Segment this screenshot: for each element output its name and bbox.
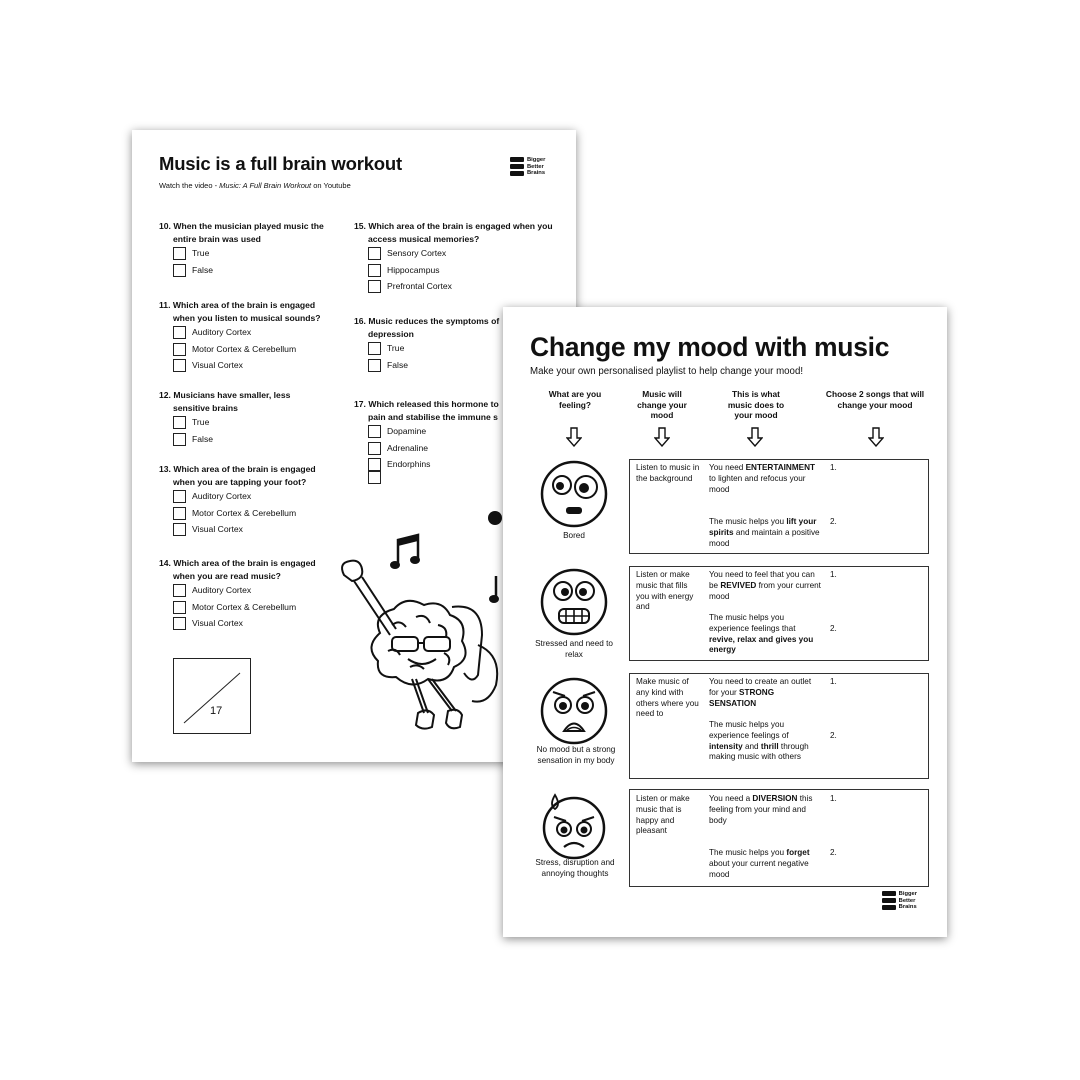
song-slot-2[interactable]: 2. <box>830 731 837 740</box>
option[interactable]: False <box>173 431 329 448</box>
question-13: 13. Which area of the brain is engaged when you are tapping your foot? Auditory Cortex Motor Cortex & Cerebellum Visual Cortex <box>159 463 329 538</box>
checkbox[interactable] <box>368 359 381 372</box>
checkbox[interactable] <box>173 617 186 630</box>
bigger-better-brains-logo: Bigger Better Brains <box>510 157 545 177</box>
checkbox[interactable] <box>173 359 186 372</box>
feeling-label: Stress, disruption and annoying thoughts <box>535 858 615 878</box>
song-slot-1[interactable]: 1. <box>830 463 837 472</box>
checkbox[interactable] <box>173 247 186 260</box>
option[interactable]: True <box>173 245 329 262</box>
worksheet-subtitle: Watch the video - Music: A Full Brain Workout on Youtube <box>159 181 351 190</box>
music-need: You need to create an outlet for your STRONG SENSATION <box>709 677 812 708</box>
option[interactable]: Auditory Cortex <box>173 582 329 599</box>
music-activity: Listen or make music that is happy and pleasant <box>636 794 690 836</box>
option[interactable]: True <box>368 340 504 357</box>
music-need: You need to feel that you can be REVIVED from your current mood <box>709 570 821 601</box>
option[interactable]: Motor Cortex & Cerebellum <box>173 599 329 616</box>
feeling-label: No mood but a strong sensation in my body <box>536 745 616 765</box>
down-arrow-icon <box>654 427 670 447</box>
question-15: 15. Which area of the brain is engaged when you access musical memories? Sensory Cortex Hippocampus Prefrontal Cortex <box>354 220 554 295</box>
feeling-label: Bored <box>563 531 585 540</box>
option[interactable]: Prefrontal Cortex <box>368 278 554 295</box>
question-10: 10. When the musician played music the entire brain was used True False <box>159 220 329 278</box>
down-arrow-icon <box>868 427 884 447</box>
checkbox[interactable] <box>173 433 186 446</box>
checkbox[interactable] <box>173 326 186 339</box>
bored-face-icon <box>539 459 609 529</box>
music-helps: The music helps you experience feelings of intensity and thrill through making music with others <box>709 720 809 762</box>
option[interactable]: Visual Cortex <box>173 615 329 632</box>
option[interactable]: Motor Cortex & Cerebellum <box>173 505 329 522</box>
checkbox[interactable] <box>173 523 186 536</box>
music-need: You need a DIVERSION this feeling from your mind and body <box>709 794 813 825</box>
checkbox[interactable] <box>368 247 381 260</box>
anxious-face-icon <box>539 676 609 746</box>
song-slot-1[interactable]: 1. <box>830 570 837 579</box>
question-17: 17. Which released this hormone to pain and stabilise the immune s Dopamine Adrenaline Endorphins <box>354 398 504 473</box>
worksheet-title: Music is a full brain workout <box>159 153 402 174</box>
checkbox[interactable] <box>368 442 381 455</box>
checkbox[interactable] <box>173 343 186 356</box>
bigger-better-brains-logo: Bigger Better Brains <box>882 891 917 911</box>
checkbox[interactable] <box>173 264 186 277</box>
worksheet-change-my-mood <box>503 307 947 937</box>
checkbox[interactable] <box>368 471 381 484</box>
option[interactable]: Endorphins <box>368 456 504 473</box>
option[interactable]: Sensory Cortex <box>368 245 554 262</box>
logo-mark-icon <box>882 891 896 911</box>
checkbox[interactable] <box>173 416 186 429</box>
song-slot-1[interactable]: 1. <box>830 677 837 686</box>
grimacing-face-icon <box>539 567 609 637</box>
column-header-music-change: Music will change your mood <box>637 389 687 421</box>
music-activity: Listen to music in the background <box>636 463 700 483</box>
option[interactable]: Adrenaline <box>368 440 504 457</box>
option[interactable]: Visual Cortex <box>173 357 329 374</box>
score-box <box>173 658 251 734</box>
music-activity: Listen or make music that fills you with energy and <box>636 570 694 612</box>
option[interactable]: Visual Cortex <box>173 521 329 538</box>
option[interactable]: True <box>173 414 329 431</box>
score-total: 17 <box>210 705 223 717</box>
column-header-feeling: What are you feeling? <box>548 389 602 410</box>
checkbox[interactable] <box>368 280 381 293</box>
logo-mark-icon <box>510 157 524 177</box>
question-11: 11. Which area of the brain is engaged when you listen to musical sounds? Auditory Cortex Motor Cortex & Cerebellum Visual Cortex <box>159 299 329 374</box>
worksheet-title: Change my mood with music <box>530 332 890 362</box>
column-header-music-does: This is what music does to your mood <box>727 389 785 421</box>
checkbox[interactable] <box>368 264 381 277</box>
down-arrow-icon <box>747 427 763 447</box>
sweating-sad-face-icon <box>539 791 609 861</box>
music-helps: The music helps you lift your spirits and maintain a positive mood <box>709 517 820 548</box>
option[interactable]: False <box>173 262 329 279</box>
question-16: 16. Music reduces the symptoms of depression True False <box>354 315 504 373</box>
option[interactable]: Hippocampus <box>368 262 554 279</box>
feeling-label: Stressed and need to relax <box>535 639 613 659</box>
song-slot-2[interactable]: 2. <box>830 848 837 857</box>
brain-mascot-illustration <box>332 555 502 735</box>
option[interactable]: False <box>368 357 504 374</box>
down-arrow-icon <box>566 427 582 447</box>
song-slot-1[interactable]: 1. <box>830 794 837 803</box>
music-activity: Make music of any kind with others where you need to <box>636 677 699 719</box>
music-need: You need ENTERTAINMENT to lighten and refocus your mood <box>709 463 816 494</box>
question-12: 12. Musicians have smaller, less sensitive brains True False <box>159 389 329 447</box>
song-slot-2[interactable]: 2. <box>830 624 837 633</box>
option[interactable]: Auditory Cortex <box>173 324 329 341</box>
option[interactable]: Auditory Cortex <box>173 488 329 505</box>
checkbox[interactable] <box>368 458 381 471</box>
option[interactable]: Dopamine <box>368 423 504 440</box>
music-helps: The music helps you forget about your current negative mood <box>709 848 810 879</box>
option[interactable]: Motor Cortex & Cerebellum <box>173 341 329 358</box>
checkbox[interactable] <box>368 425 381 438</box>
song-slot-2[interactable]: 2. <box>830 517 837 526</box>
column-header-choose-songs: Choose 2 songs that will change your mood <box>825 389 925 410</box>
checkbox[interactable] <box>173 507 186 520</box>
worksheet-subtitle: Make your own personalised playlist to help change your mood! <box>530 366 804 377</box>
music-helps: The music helps you experience feelings that revive, relax and gives you energy <box>709 613 814 655</box>
checkbox[interactable] <box>173 601 186 614</box>
question-14: 14. Which area of the brain is engaged when you are read music? Auditory Cortex Motor Cortex & Cerebellum Visual Cortex <box>159 557 329 632</box>
checkbox[interactable] <box>173 584 186 597</box>
checkbox[interactable] <box>173 490 186 503</box>
music-note-icon <box>488 511 502 525</box>
checkbox[interactable] <box>368 342 381 355</box>
